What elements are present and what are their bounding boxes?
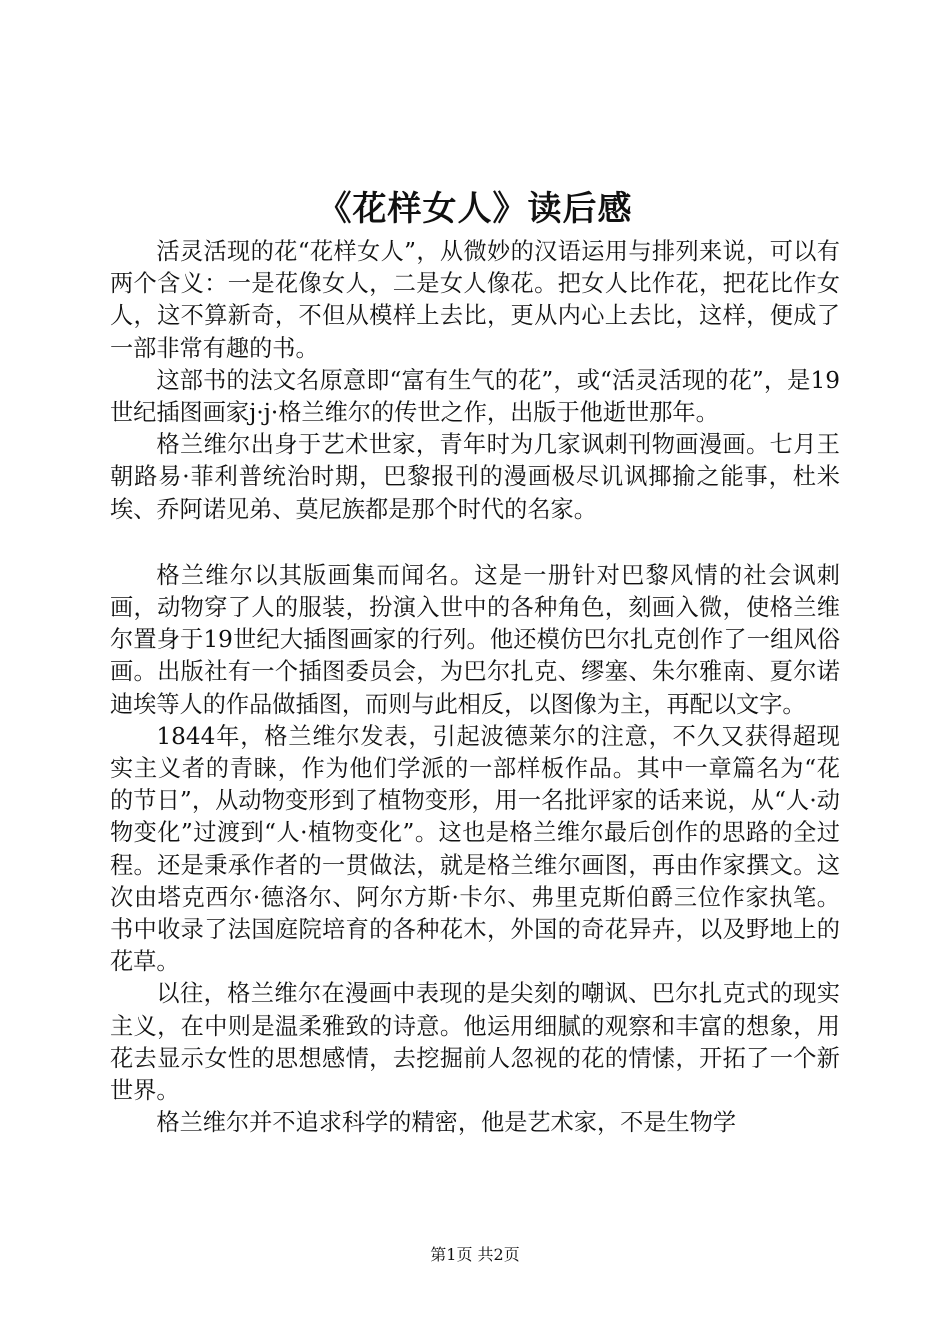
paragraph: 格兰维尔并不追求科学的精密，他是艺术家，不是生物学 [156, 1109, 737, 1137]
paragraph: 以往，格兰维尔在漫画中表现的是尖刻的嘲讽、巴尔扎克式的现实主义，在中则是温柔雅致的诗意。他运用细腻的观察和丰富的想象，用花去显示女性的思想感情，去挖掘前人忽视的花的情愫，开拓了一个新世界。 [110, 980, 840, 1105]
paragraph: 1844年，格兰维尔发表，引起波德莱尔的注意，不久又获得超现实主义者的青睐，作为他们学派的一部样板作品。其中一章篇名为“花的节日”，从动物变形到了植物变形，用一名批评家的话来说，从“人·动物变化”过渡到“人·植物变化”。这也是格兰维尔最后创作的思路的全过程。还是秉承作者的一贯做法，就是格兰维尔画图，再由作家撰文。这次由塔克西尔·德洛尔、阿尔方斯·卡尔、弗里克斯伯爵三位作家执笔。书中收录了法国庭院培育的各种花木，外国的奇花异卉，以及野地上的花草。 [110, 722, 840, 976]
paragraph: 这部书的法文名原意即“富有生气的花”，或“活灵活现的花”，是19世纪插图画家j·j·格兰维尔的传世之作，出版于他逝世那年。 [110, 366, 840, 427]
document-body [110, 236, 840, 1139]
page-title: 《花样女人》读后感 [317, 189, 633, 229]
paragraph: 格兰维尔以其版画集而闻名。这是一册针对巴黎风情的社会讽刺画，动物穿了人的服装，扮演入世中的各种角色，刻画入微，使格兰维尔置身于19世纪大插图画家的行列。他还模仿巴尔扎克创作了一组风俗画。出版社有一个插图委员会，为巴尔扎克、缪塞、朱尔雅南、夏尔诺迪埃等人的作品做插图，而则与此相反，以图像为主，再配以文字。 [110, 561, 840, 718]
paragraph: 格兰维尔出身于艺术世家，青年时为几家讽刺刊物画漫画。七月王朝路易·菲利普统治时期，巴黎报刊的漫画极尽讥讽揶揄之能事，杜米埃、乔阿诺见弟、莫尼族都是那个时代的名家。 [110, 431, 840, 523]
page-footer: 第1页 共2页 [430, 1245, 520, 1264]
paragraph: 活灵活现的花“花样女人”，从微妙的汉语运用与排列来说，可以有两个含义：一是花像女人，二是女人像花。把女人比作花，把花比作女人，这不算新奇，不但从模样上去比，更从内心上去比，这样，便成了一部非常有趣的书。 [110, 238, 840, 362]
